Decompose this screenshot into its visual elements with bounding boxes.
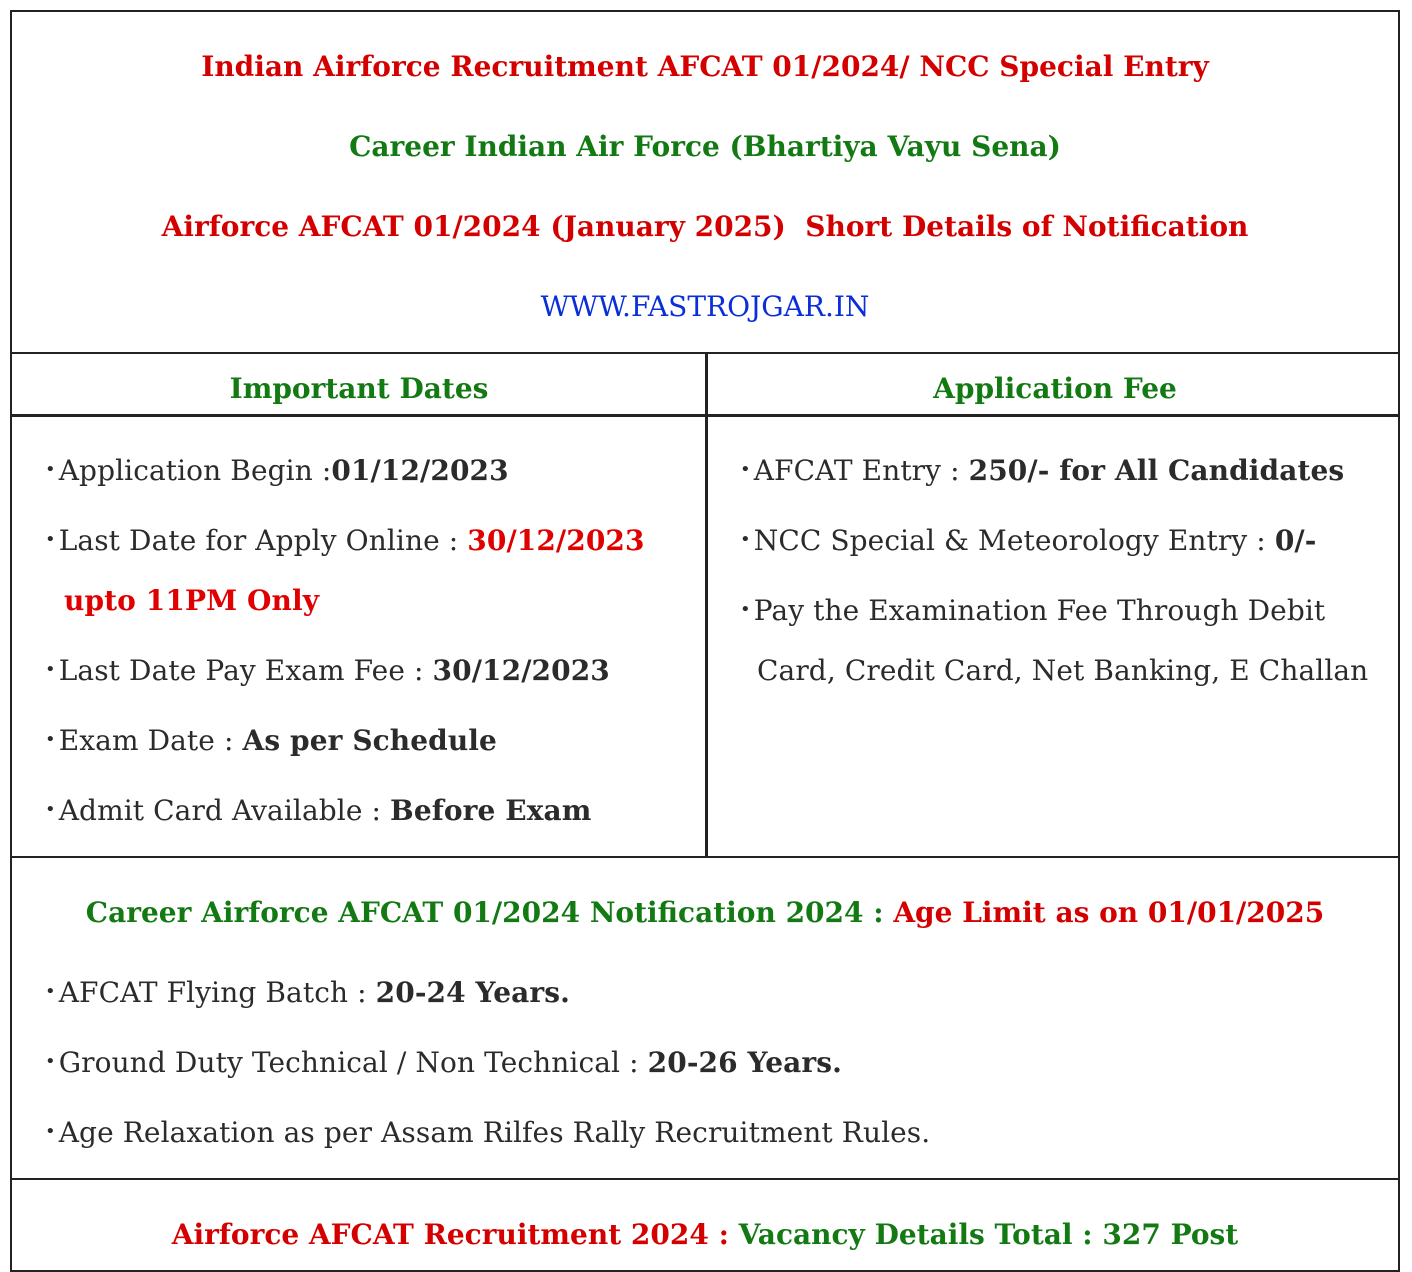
list-item-age-relaxation: • Age Relaxation as per Assam Rilfes Rally Recruitment Rules. <box>45 1116 931 1149</box>
item-label: Last Date Pay Exam Fee : <box>58 654 433 687</box>
list-item-application-begin: • Application Begin :01/12/2023 <box>45 454 509 487</box>
divider <box>12 856 1398 858</box>
item-label: NCC Special & Meteorology Entry : <box>753 524 1275 557</box>
item-value: 250/- for All Candidates <box>968 454 1345 487</box>
important-dates-heading: Important Dates <box>229 372 489 405</box>
vacancy-heading-part2: Vacancy Details Total : 327 Post <box>738 1218 1239 1251</box>
item-label: Last Date for Apply Online : <box>58 524 468 557</box>
list-item-ncc-fee: • NCC Special & Meteorology Entry : 0/- <box>740 524 1317 557</box>
website-link[interactable]: WWW.FASTROJGAR.IN <box>540 290 870 323</box>
list-item-afcat-fee: • AFCAT Entry : 250/- for All Candidates <box>740 454 1345 487</box>
age-heading-part2: Age Limit as on 01/01/2025 <box>893 896 1325 929</box>
header-short-details: Airforce AFCAT 01/2024 (January 2025) Short Details of Notification <box>161 210 1249 243</box>
divider <box>12 414 1398 417</box>
item-text: Age Relaxation as per Assam Rilfes Rally Recruitment Rules. <box>58 1116 931 1149</box>
item-label: Ground Duty Technical / Non Technical : <box>58 1046 648 1079</box>
item-value: 30/12/2023 <box>467 524 645 557</box>
item-value: 20-24 Years. <box>375 976 570 1009</box>
application-fee-heading: Application Fee <box>933 372 1177 405</box>
item-value: 30/12/2023 <box>432 654 610 687</box>
age-heading-part1: Career Airforce AFCAT 01/2024 Notification 2024 : <box>85 896 894 929</box>
vacancy-heading-part1: Airforce AFCAT Recruitment 2024 : <box>171 1218 739 1251</box>
item-value: Before Exam <box>390 794 592 827</box>
notification-table <box>10 10 1400 1272</box>
item-label: AFCAT Flying Batch : <box>58 976 376 1009</box>
divider <box>12 1178 1398 1180</box>
item-label: Application Begin : <box>58 454 332 487</box>
item-label: Exam Date : <box>58 724 243 757</box>
age-limit-heading <box>12 896 1398 929</box>
vacancy-heading <box>12 1218 1398 1251</box>
header-title: Indian Airforce Recruitment AFCAT 01/2024/ NCC Special Entry <box>201 50 1209 83</box>
list-item-payment-mode: • Pay the Examination Fee Through Debit <box>740 594 1326 627</box>
list-item-last-date-fee: • Last Date Pay Exam Fee : 30/12/2023 <box>45 654 610 687</box>
payment-mode-continuation: Card, Credit Card, Net Banking, E Challan <box>757 654 1369 687</box>
item-label: AFCAT Entry : <box>753 454 969 487</box>
list-item-ground-duty: • Ground Duty Technical / Non Technical : 20-26 Years. <box>45 1046 842 1079</box>
column-divider <box>705 352 708 856</box>
item-value: 01/12/2023 <box>331 454 509 487</box>
list-item-flying-batch: • AFCAT Flying Batch : 20-24 Years. <box>45 976 570 1009</box>
item-value: 0/- <box>1274 524 1317 557</box>
item-label: Admit Card Available : <box>58 794 391 827</box>
item-text: Pay the Examination Fee Through Debit <box>753 594 1326 627</box>
list-item-admit-card: • Admit Card Available : Before Exam <box>45 794 592 827</box>
last-date-apply-continuation: upto 11PM Only <box>64 584 320 617</box>
list-item-last-date-apply: • Last Date for Apply Online : 30/12/2023 <box>45 524 645 557</box>
item-value: 20-26 Years. <box>647 1046 842 1079</box>
list-item-exam-date: • Exam Date : As per Schedule <box>45 724 497 757</box>
item-value: As per Schedule <box>242 724 497 757</box>
header-subtitle: Career Indian Air Force (Bhartiya Vayu Sena) <box>349 130 1061 163</box>
